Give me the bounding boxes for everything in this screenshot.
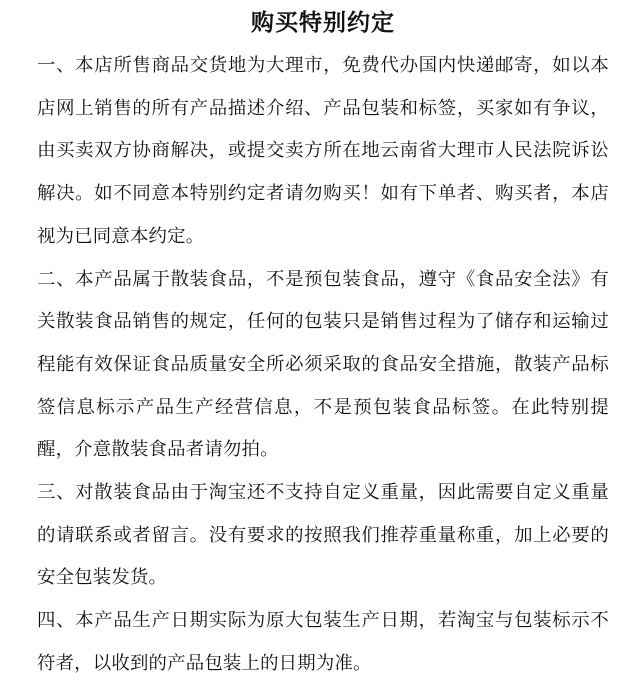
paragraph-4: 四、本产品生产日期实际为原大包装生产日期，若淘宝与包装标示不符者，以收到的产品包装上的日期为准。	[37, 610, 609, 674]
paragraph-2: 二、本产品属于散装食品，不是预包装食品，遵守《食品安全法》有关散装食品销售的规定，任何的包装只是销售过程为了储存和运输过程能有效保证食品质量安全所必须采取的食品安全措施，散装产品标签信息标示产品生产经营信息，不是预包装食品标签。在此特别提醒，介意散装食品者请勿拍。	[37, 268, 609, 461]
paragraph-1: 一、本店所售商品交货地为大理市，免费代办国内快递邮寄，如以本店网上销售的所有产品描述介绍、产品包装和标签，买家如有争议，由买卖双方协商解决，或提交卖方所在地云南省大理市人民法院诉讼解决。如不同意本特别约定者请勿购买！如有下单者、购买者，本店视为已同意本约定。	[37, 55, 609, 247]
document-title: 购买特别约定	[251, 10, 395, 36]
paragraph-3: 三、对散装食品由于淘宝还不支持自定义重量，因此需要自定义重量的请联系或者留言。没有要求的按照我们推荐重量称重，加上必要的安全包装发货。	[37, 482, 609, 589]
